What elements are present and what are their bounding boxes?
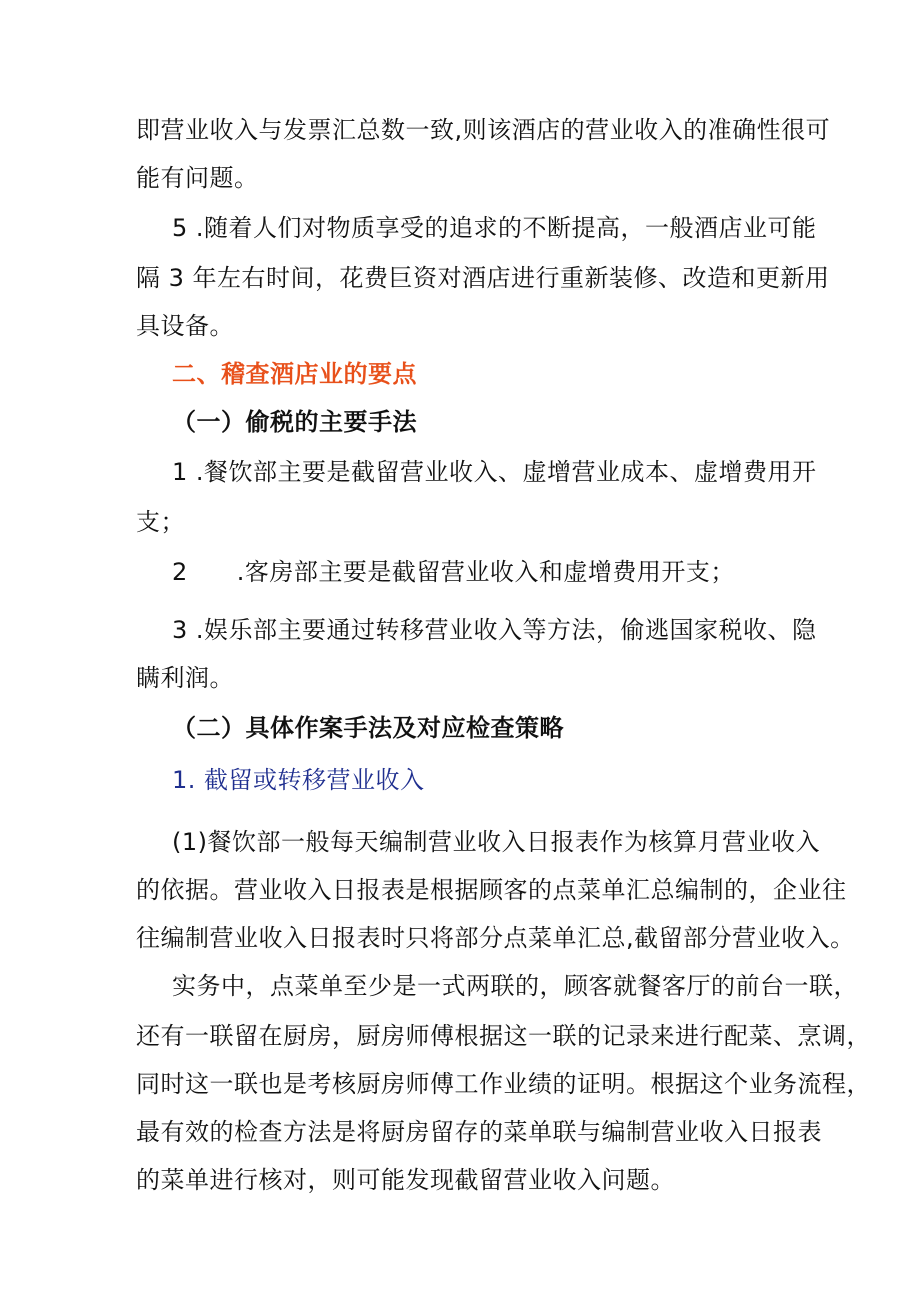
paragraph-line: 1 .餐饮部主要是截留营业收入、虚增营业成本、虚增费用开 xyxy=(172,458,817,486)
paragraph-line: 能有问题。 xyxy=(136,164,259,192)
paragraph-line: 支； xyxy=(136,508,185,536)
paragraph-line: 即营业收入与发票汇总数一致,则该酒店的营业收入的准确性很可 xyxy=(136,116,831,144)
paragraph-line: 的菜单进行核对，则可能发现截留营业收入问题。 xyxy=(136,1166,675,1194)
paragraph-line: 具设备。 xyxy=(136,312,234,340)
paragraph-line: 的依据。营业收入日报表是根据顾客的点菜单汇总编制的，企业往 xyxy=(136,876,847,904)
paragraph-line: 同时这一联也是考核厨房师傅工作业绩的证明。根据这个业务流程， xyxy=(136,1070,871,1098)
paragraph-line: 5 .随着人们对物质享受的追求的不断提高，一般酒店业可能 xyxy=(172,214,817,242)
paragraph-line: 隔 3 年左右时间，花费巨资对酒店进行重新装修、改造和更新用 xyxy=(136,264,830,292)
section-heading: 二、稽查酒店业的要点 xyxy=(172,360,417,388)
subsection-heading: （一）偷税的主要手法 xyxy=(172,408,417,436)
paragraph-line: 最有效的检查方法是将厨房留存的菜单联与编制营业收入日报表 xyxy=(136,1118,822,1146)
item-heading: 1. 截留或转移营业收入 xyxy=(172,766,425,794)
paragraph-line: 实务中，点菜单至少是一式两联的，顾客就餐客厅的前台一联， xyxy=(172,972,858,1000)
paragraph-line: (1)餐饮部一般每天编制营业收入日报表作为核算月营业收入 xyxy=(172,828,820,856)
subsection-heading: （二）具体作案手法及对应检查策略 xyxy=(172,714,564,742)
paragraph-line: 瞒利润。 xyxy=(136,664,234,692)
paragraph-line: 往编制营业收入日报表时只将部分点菜单汇总,截留部分营业收入。 xyxy=(136,924,855,952)
paragraph-line: 2 .客房部主要是截留营业收入和虚增费用开支； xyxy=(172,558,735,586)
paragraph-line: 还有一联留在厨房，厨房师傅根据这一联的记录来进行配菜、烹调， xyxy=(136,1022,871,1050)
paragraph-line: 3 .娱乐部主要通过转移营业收入等方法，偷逃国家税收、隐 xyxy=(172,616,817,644)
